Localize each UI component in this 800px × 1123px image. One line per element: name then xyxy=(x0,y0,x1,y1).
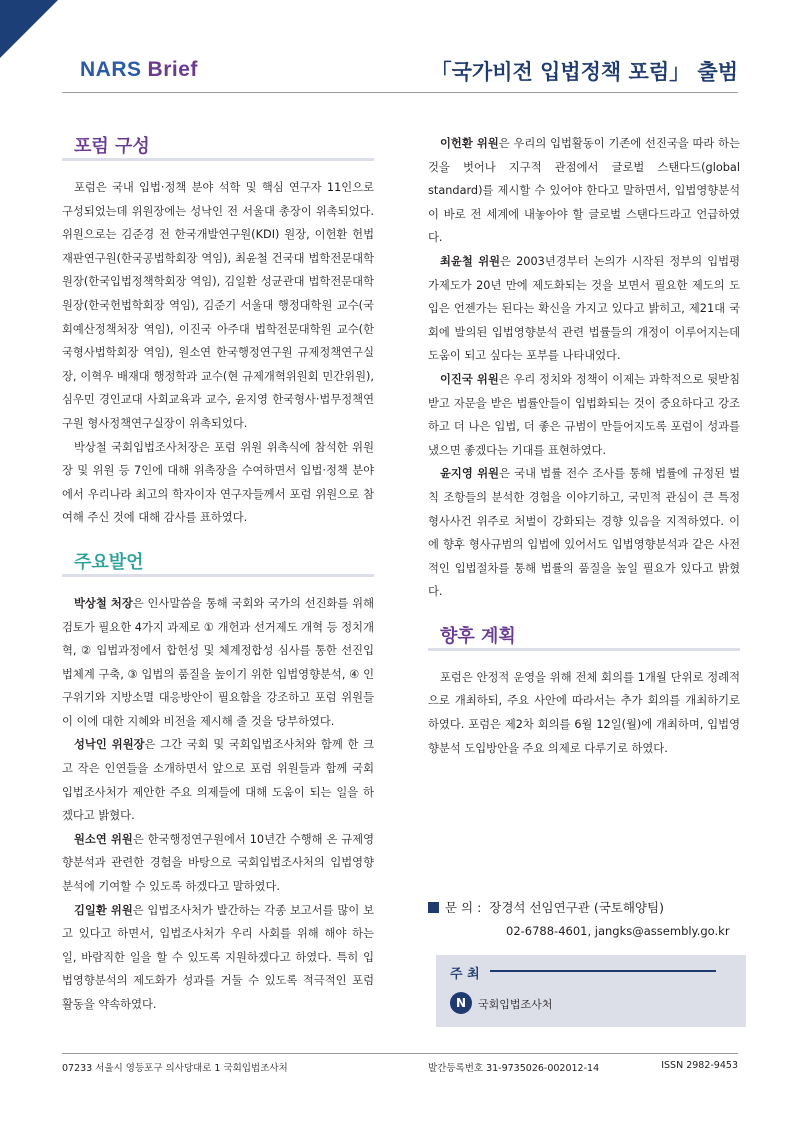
header-divider xyxy=(62,92,738,93)
section-plan xyxy=(428,622,740,760)
footer-registration: 발간등록번호 31-9735026-002012-14 xyxy=(428,1063,600,1074)
remark-paragraph: 이헌환 위원은 우리의 입법활동이 기존에 선진국을 따라 하는 것을 벗어나 지구적 관점에서 글로벌 스탠다드(global standard)를 제시할 수 있어야 한다고 말하면서, 입법영향분석이 바로 전 세계에 내놓아야 할 글로벌 스탠다드라고 언급하였다. xyxy=(428,137,740,245)
section-underline xyxy=(62,158,374,161)
speaker-name: 윤지영 위원 xyxy=(440,467,500,481)
remark-paragraph: 원소연 위원은 한국행정연구원에서 10년간 수행해 온 규제영향분석과 관련한 경험을 바탕으로 국회입법조사처의 입법영향분석에 기여할 수 있도록 하겠다고 말하였다. xyxy=(62,832,374,894)
host-label: 주 최 xyxy=(450,967,480,982)
section-underline xyxy=(62,574,374,577)
logo-nars: NARS xyxy=(80,58,142,81)
section-title-remarks: 주요발언 xyxy=(74,551,144,573)
assembly-emblem-icon: N xyxy=(450,992,472,1014)
speaker-name: 이진국 위원 xyxy=(440,372,499,386)
speaker-name: 성낙인 위원장 xyxy=(74,738,145,752)
contact-label: 문 의 : xyxy=(445,900,482,915)
host-org-name: 국회입법조사처 xyxy=(478,998,553,1011)
contact-person: 장경석 선임연구관 (국토해양팀) xyxy=(489,900,664,915)
composition-paragraph-1: 포럼은 국내 입법·정책 분야 석학 및 핵심 연구자 11인으로 구성되었는데 위원장에는 성낙인 전 서울대 총장이 위촉되었다. 위원으로는 김준경 전 한국개발연구원(KDI) 원장, 이헌환 헌법재판연구원(한국공법학회장 역임), 최윤철 건국대 법학전문대학원장(한국입법정책학회장 역임), 김일환 성균관대 법학전문대학원장(한국헌법학회장 역임), 김준기 서울대 행정대학원 교수(국회예산정책처장 역임), 이진국 아주대 법학전문대학원 교수(한국형사법학회장 역임), 원소연 한국행정연구원 규제정책연구실장, 이혁우 배재대 행정학과 교수(현 규제개혁위원회 민간위원), 심우민 경인교대 사회교육과 교수, 윤지영 한국형사·법무정책연구원 형사정책연구실장이 위촉되었다. xyxy=(62,181,374,430)
host-box xyxy=(436,955,746,1027)
footer-address: 07233 서울시 영등포구 의사당대로 1 국회입법조사처 xyxy=(62,1063,288,1074)
composition-paragraph-2: 박상철 국회입법조사처장은 포럼 위원 위촉식에 참석한 위원장 및 위원 등 7인에 대해 위촉장을 수여하면서 입법·정책 분야에서 우리나라 최고의 학자이자 연구자들께서 포럼 위원으로 참여해 주신 것에 대해 감사를 표하였다. xyxy=(62,440,374,525)
square-bullet-icon xyxy=(428,902,439,913)
remark-paragraph: 김일환 위원은 입법조사처가 발간하는 각종 보고서를 많이 보고 있다고 하면서, 입법조사처가 우리 사회를 위해 해야 하는 일, 바람직한 일을 할 수 있도록 지원하겠다고 하였다. 특히 입법영향분석의 제도화가 성과를 거둘 수 있도록 적극적인 포럼 활동을 약속하였다. xyxy=(62,903,374,1011)
logo-brief: Brief xyxy=(147,58,198,81)
contact-phone-email: 02-6788-4601, jangks@assembly.go.kr xyxy=(506,924,730,938)
nars-brief-logo xyxy=(80,58,198,82)
speaker-name: 원소연 위원 xyxy=(74,832,133,846)
section-remarks xyxy=(62,548,374,1017)
host-divider xyxy=(490,970,716,972)
corner-accent xyxy=(0,0,58,58)
remark-paragraph: 윤지영 위원은 국내 법률 전수 조사를 통해 법률에 규정된 벌칙 조항들의 분석한 경험을 이야기하고, 국민적 관심이 큰 특정 형사사건 위주로 처벌이 강화되는 경향 있음을 지적하였다. 이에 향후 형사규범의 입법에 있어서도 입법영향분석과 같은 사전적인 입법절차를 통해 법률의 품질을 높일 필요가 있다고 밝혔다. xyxy=(428,467,741,599)
plan-paragraph: 포럼은 안정적 운영을 위해 전체 회의를 1개월 단위로 정례적으로 개최하되, 주요 사안에 따라서는 추가 회의를 개최하기로 하였다. 포럼은 제2차 회의를 6월 12일(월)에 개최하며, 입법영향분석 도입방안을 주요 의제로 다루기로 하였다. xyxy=(428,670,740,755)
remark-paragraph: 최윤철 위원은 2003년경부터 논의가 시작된 정부의 입법평가제도가 20년 만에 제도화되는 것을 보면서 필요한 제도의 도입은 언젠가는 된다는 확신을 가지고 있다고 밝히고, 제21대 국회에 발의된 입법영향분석 관련 법률들의 개정이 이루어지는데 도움이 되고 싶다는 포부를 나타내었다. xyxy=(428,254,740,363)
speaker-name: 박상철 처장 xyxy=(74,596,133,610)
contact-info xyxy=(428,898,748,938)
remark-paragraph: 박상철 처장은 인사말씀을 통해 국회와 국가의 선진화를 위해 검토가 필요한 4가지 과제로 ① 개헌과 선거제도 개혁 등 정치개혁, ② 입법과정에서 합헌성 및 체계정합성 심사를 통한 선진입법체계 구축, ③ 입법의 품질을 높이기 위한 입법영향분석, ④ 인구위기와 지방소멸 대응방안이 필요함을 강조하고 포럼 위원들이 이에 대한 지혜와 비전을 제시해 줄 것을 당부하였다. xyxy=(62,596,374,728)
section-underline xyxy=(428,648,740,651)
section-title-composition: 포럼 구성 xyxy=(74,136,150,157)
remarks-continued xyxy=(428,132,740,604)
footer-issn: ISSN 2982-9453 xyxy=(661,1060,738,1071)
right-column xyxy=(428,132,740,778)
section-composition xyxy=(62,132,374,530)
remark-paragraph: 성낙인 위원장은 그간 국회 및 국회입법조사처와 함께 한 크고 작은 인연들을 소개하면서 앞으로 포럼 위원들과 함께 국회입법조사처가 제안한 주요 의제들에 대해 도움이 되는 일을 하겠다고 밝혔다. xyxy=(62,738,374,823)
left-column xyxy=(62,132,374,1035)
speaker-name: 김일환 위원 xyxy=(74,903,133,917)
speaker-name: 최윤철 위원 xyxy=(440,254,501,268)
footer-divider xyxy=(62,1053,738,1054)
page-title: 「국가비전 입법정책 포럼」 출범 xyxy=(430,60,738,84)
remark-paragraph: 이진국 위원은 우리 정치와 정책이 이제는 과학적으로 뒷받침 받고 자문을 받은 법률안들이 입법화되는 것이 중요하다고 강조하고 더 나은 입법, 더 좋은 규범이 만들어지도록 포럼이 성과를 냈으면 좋겠다는 기대를 표현하였다. xyxy=(428,372,740,457)
section-title-plan: 향후 계획 xyxy=(440,625,516,647)
speaker-name: 이헌환 위원 xyxy=(440,137,499,150)
